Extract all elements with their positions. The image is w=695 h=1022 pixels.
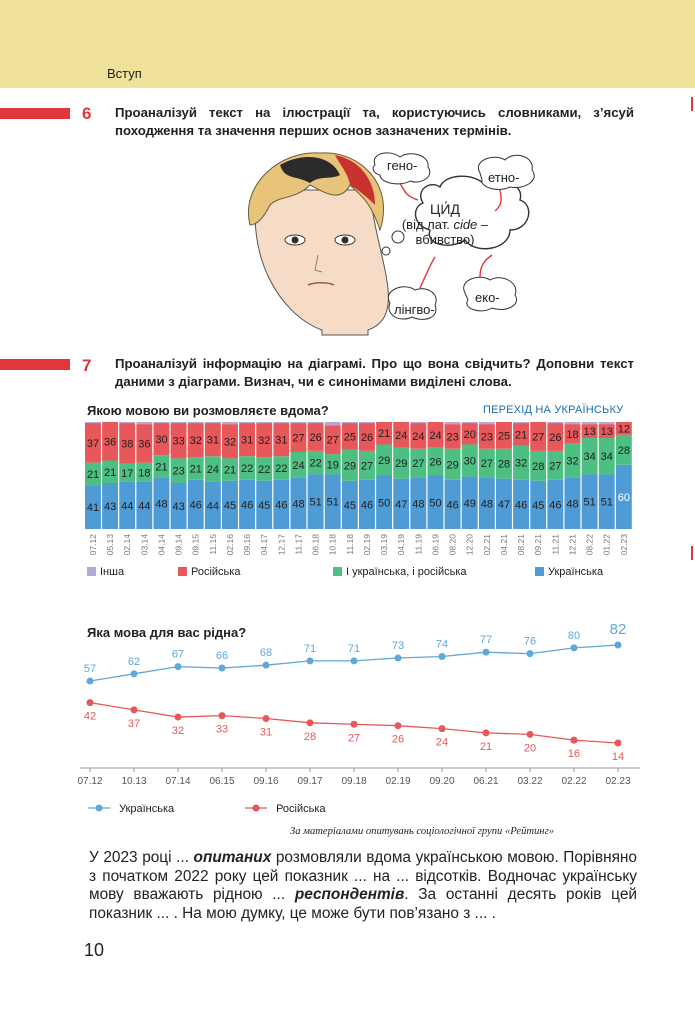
data-label-russian: 24	[435, 736, 449, 749]
point-russian	[263, 715, 270, 722]
bar-other	[154, 422, 170, 423]
point-russian	[483, 729, 490, 736]
bar-data-label: 46	[240, 499, 254, 512]
x-tick-label: 02.14	[122, 534, 133, 556]
point-ukrainian	[439, 653, 446, 660]
data-label-ukrainian: 71	[303, 642, 317, 655]
bar-data-label: 12	[617, 423, 630, 436]
legend2-marker-ukrainian	[88, 803, 112, 813]
bar-data-label: 48	[412, 498, 425, 511]
data-label-russian: 32	[171, 725, 185, 738]
bar-data-label: 28	[497, 458, 511, 471]
point-ukrainian	[527, 650, 534, 657]
chapter-header-band	[0, 0, 695, 88]
bar-data-label: 48	[292, 498, 305, 511]
x-tick-label: 09.20	[429, 776, 455, 787]
bar-data-label: 21	[189, 463, 202, 476]
bar-data-label: 25	[497, 430, 511, 443]
bar-other	[136, 422, 152, 424]
cloud-definition	[390, 202, 500, 247]
bar-other	[256, 422, 272, 423]
x-tick-label: 08.20	[447, 534, 458, 556]
x-tick-label: 02.16	[224, 534, 235, 556]
data-label-russian: 37	[127, 717, 141, 730]
bar-other	[325, 422, 341, 425]
bar-data-label: 26	[429, 456, 442, 469]
bar-data-label: 31	[240, 434, 254, 447]
legend-swatch-russian	[178, 567, 187, 576]
legend2-marker-russian	[245, 803, 269, 813]
x-tick-label: 09.14	[173, 534, 184, 556]
bar-data-label: 46	[549, 499, 562, 512]
bar-data-label: 24	[206, 464, 219, 477]
bar-data-label: 26	[549, 431, 562, 444]
point-russian	[351, 721, 358, 728]
legend-swatch-both	[333, 567, 342, 576]
data-label-ukrainian: 67	[171, 648, 185, 661]
x-tick-label: 09.18	[341, 776, 367, 787]
bar-data-label: 37	[86, 437, 100, 450]
x-tick-label: 04.21	[498, 534, 509, 556]
data-label-ukrainian: 71	[347, 642, 361, 655]
bar-data-label: 27	[480, 458, 493, 471]
bar-other	[205, 422, 221, 423]
point-ukrainian	[307, 657, 314, 664]
bar-data-label: 49	[463, 497, 476, 510]
bar-other	[291, 422, 307, 423]
bar-data-label: 50	[429, 497, 442, 510]
bar-data-label: 48	[480, 498, 493, 511]
bar-other	[410, 422, 426, 423]
bar-data-label: 23	[446, 431, 459, 444]
bar-data-label: 29	[446, 459, 459, 472]
paragraph-text: розмовляли вдома українською мовою. Порівняно з початком 2022 року цей показник ... на ... відсотків. Водночас українську мову вважають рідною ...	[89, 849, 637, 904]
x-tick-label: 09.15	[190, 534, 201, 556]
data-label-ukrainian: 66	[215, 650, 229, 663]
x-tick-label: 09.16	[253, 776, 279, 787]
task-7-text: Проаналізуй інформацію на діаграмі. Про що вона свідчить? Доповни текст даними з діаграми. Визнач, чи є синонімами виділені слова.	[115, 356, 634, 389]
bar-data-label: 38	[121, 438, 134, 451]
bar-data-label: 32	[223, 436, 237, 449]
point-russian	[439, 725, 446, 732]
bar-data-label: 29	[395, 458, 408, 471]
source-note: За матеріалами опитувань соціологічної групи «Рейтинг»	[290, 826, 554, 837]
bar-data-label: 18	[566, 428, 579, 441]
cloud-meaning: вбивство)	[415, 232, 475, 247]
x-tick-label: 01.22	[601, 534, 612, 556]
bar-data-label: 22	[258, 464, 271, 477]
bar-data-label: 24	[292, 459, 305, 472]
point-russian	[615, 740, 622, 747]
bar-data-label: 22	[275, 463, 288, 476]
bar-data-label: 51	[600, 496, 613, 509]
x-tick-label: 04.14	[156, 534, 167, 556]
data-label-russian: 20	[523, 742, 537, 755]
x-tick-label: 02.23	[618, 534, 629, 556]
bar-data-label: 46	[446, 499, 459, 512]
x-tick-label: 09.16	[242, 534, 253, 556]
x-tick-label: 07.12	[87, 534, 98, 556]
bar-other	[359, 422, 375, 423]
bar-data-label: 32	[566, 455, 579, 468]
x-tick-label: 11.17	[293, 534, 304, 555]
x-tick-label: 03.22	[517, 776, 543, 787]
bar-other	[599, 422, 615, 424]
x-tick-label: 03.19	[379, 534, 390, 556]
bar-data-label: 24	[412, 430, 425, 443]
bar-data-label: 32	[189, 435, 202, 448]
bar-data-label: 48	[566, 498, 579, 511]
x-tick-label: 09.17	[297, 776, 323, 787]
bar-data-label: 20	[463, 428, 476, 441]
paragraph-text: . За останні десять років цей показник ... . На мою думку, це може бути пов’язано з ... .	[89, 886, 637, 922]
task-6-marker	[0, 108, 70, 119]
chart2-title: Яка мова для вас рідна?	[87, 625, 247, 640]
bar-other	[188, 422, 204, 423]
data-label-russian: 21	[479, 740, 493, 753]
point-ukrainian	[395, 654, 402, 661]
point-russian	[527, 731, 534, 738]
bar-data-label: 45	[258, 499, 271, 512]
bar-data-label: 32	[514, 457, 528, 470]
bar-data-label: 21	[155, 461, 168, 474]
bar-data-label: 34	[600, 451, 613, 464]
x-tick-label: 12.21	[567, 534, 578, 556]
bar-other	[582, 422, 598, 424]
bar-data-label: 46	[514, 499, 528, 512]
bar-data-label: 43	[172, 500, 185, 513]
data-label-ukrainian: 68	[259, 647, 273, 660]
bar-data-label: 27	[292, 432, 305, 445]
bar-data-label: 51	[309, 496, 322, 509]
bar-data-label: 26	[360, 431, 374, 444]
bar-data-label: 43	[103, 500, 117, 513]
task-6-text: Проаналізуй текст на ілюстрації та, користуючись словниками, з’ясуй походження та значення перших основ зазначених термінів.	[115, 105, 634, 138]
x-tick-label: 06.21	[473, 776, 499, 787]
bar-data-label: 41	[86, 502, 100, 515]
point-ukrainian	[131, 670, 138, 677]
legend-item-russian: Російська	[178, 566, 240, 578]
bar-data-label: 60	[617, 491, 630, 504]
x-tick-label: 04.19	[396, 534, 407, 556]
bar-data-label: 31	[206, 434, 219, 447]
bar-data-label: 48	[155, 498, 168, 511]
chart1-title: Якою мовою ви розмовляєте вдома?	[87, 403, 329, 418]
margin-marker	[691, 97, 693, 111]
bar-data-label: 28	[617, 444, 630, 457]
x-tick-label: 07.12	[77, 776, 103, 787]
x-tick-label: 11.18	[344, 534, 355, 555]
bar-other	[479, 422, 495, 424]
bar-data-label: 44	[206, 500, 219, 513]
legend-swatch-other	[87, 567, 96, 576]
bar-data-label: 28	[532, 460, 545, 473]
bar-data-label: 21	[514, 429, 528, 442]
point-ukrainian	[571, 644, 578, 651]
face-illustration	[248, 153, 388, 335]
bar-data-label: 51	[326, 496, 339, 509]
data-label-ukrainian: 82	[609, 621, 627, 638]
prefix-etno: етно-	[488, 170, 520, 185]
bar-data-label: 13	[600, 426, 613, 439]
x-tick-label: 11.19	[413, 534, 424, 555]
point-ukrainian	[483, 649, 490, 656]
bar-data-label: 23	[480, 431, 493, 444]
bar-data-label: 31	[275, 434, 288, 447]
bar-data-label: 30	[463, 455, 476, 468]
line-chart	[77, 615, 645, 790]
x-tick-label: 02.21	[481, 534, 492, 556]
bar-data-label: 27	[532, 431, 545, 444]
point-russian	[219, 712, 226, 719]
point-russian	[571, 737, 578, 744]
task-7-marker	[0, 359, 70, 370]
bar-data-label: 47	[395, 498, 408, 511]
x-tick-label: 09.21	[533, 534, 544, 556]
x-tick-label: 12.17	[276, 534, 287, 556]
data-label-russian: 42	[83, 710, 97, 723]
data-label-russian: 33	[215, 723, 229, 736]
prefix-lingvo: лінгво-	[394, 302, 435, 317]
x-tick-label: 07.14	[165, 776, 191, 787]
point-ukrainian	[263, 662, 270, 669]
x-tick-label: 06.19	[430, 534, 441, 556]
point-ukrainian	[175, 663, 182, 670]
x-tick-label: 06.15	[209, 776, 235, 787]
bar-data-label: 32	[258, 435, 271, 448]
bar-data-label: 21	[86, 468, 100, 481]
bar-other	[565, 422, 581, 424]
bar-other	[547, 422, 563, 423]
point-ukrainian	[219, 665, 226, 672]
highlighted-term: респондентів	[294, 886, 405, 904]
x-tick-label: 02.19	[385, 776, 411, 787]
bar-data-label: 21	[377, 428, 391, 441]
chart1-subtitle: ПЕРЕХІД НА УКРАЇНСЬКУ	[483, 404, 624, 416]
point-ukrainian	[615, 642, 622, 649]
task-6-number: 6	[82, 104, 92, 123]
x-tick-label: 08.21	[516, 534, 527, 556]
bar-data-label: 26	[309, 431, 322, 444]
x-tick-label: 03.14	[139, 534, 150, 556]
bar-data-label: 25	[343, 431, 356, 444]
bar-data-label: 45	[532, 499, 545, 512]
bar-data-label: 24	[429, 429, 442, 442]
bar-data-label: 36	[103, 436, 117, 449]
bar-data-label: 27	[549, 460, 562, 473]
data-label-russian: 28	[303, 730, 317, 743]
bar-data-label: 13	[583, 426, 596, 439]
prefix-geno: гено-	[387, 158, 418, 173]
bar-data-label: 47	[497, 498, 511, 511]
x-tick-label: 08.22	[584, 534, 595, 556]
data-label-russian: 16	[567, 748, 581, 761]
fill-in-paragraph	[89, 849, 637, 923]
bar-other	[119, 422, 135, 423]
x-tick-label: 12.20	[464, 534, 475, 556]
bar-data-label: 22	[240, 463, 254, 476]
data-label-ukrainian: 62	[127, 655, 141, 668]
data-label-ukrainian: 73	[391, 639, 405, 652]
bar-data-label: 30	[155, 434, 168, 447]
data-label-ukrainian: 77	[479, 634, 493, 647]
data-label-russian: 31	[259, 726, 273, 739]
bar-data-label: 29	[377, 454, 391, 467]
bar-other	[222, 422, 238, 424]
x-tick-label: 02.19	[361, 534, 372, 556]
point-russian	[175, 714, 182, 721]
page-number: 10	[84, 940, 105, 960]
bar-data-label: 51	[583, 496, 596, 509]
bar-other	[171, 422, 187, 423]
bar-data-label: 44	[121, 500, 134, 513]
bar-other	[308, 422, 324, 423]
data-label-ukrainian: 80	[567, 629, 581, 642]
bar-data-label: 27	[360, 460, 374, 473]
x-tick-label: 11.21	[550, 534, 561, 555]
legend-item-other: Інша	[87, 566, 124, 578]
bar-data-label: 36	[138, 438, 151, 451]
margin-marker	[691, 546, 693, 560]
data-label-russian: 27	[347, 732, 361, 745]
chapter-title: Вступ	[107, 66, 142, 81]
bar-data-label: 27	[326, 434, 339, 447]
bar-data-label: 22	[309, 457, 322, 470]
bar-data-label: 17	[121, 467, 134, 480]
x-tick-label: 04.17	[259, 534, 270, 556]
bar-data-label: 27	[412, 458, 425, 471]
cloud-word: ЦИ́Д	[430, 201, 460, 217]
paragraph-text: У 2023 році ...	[89, 849, 194, 866]
data-label-ukrainian: 57	[83, 663, 97, 676]
bar-other	[342, 422, 358, 423]
bar-data-label: 46	[360, 499, 374, 512]
bar-data-label: 46	[275, 499, 288, 512]
x-tick-label: 02.22	[561, 776, 587, 787]
x-tick-label: 05.13	[105, 534, 116, 556]
x-tick-label: 10.13	[121, 776, 147, 787]
bar-data-label: 19	[326, 459, 339, 472]
bar-other	[445, 422, 461, 424]
legend2-item-ukrainian: Українська	[88, 803, 174, 815]
bar-data-label: 21	[103, 466, 117, 479]
prefix-eko: еко-	[475, 290, 500, 305]
bar-data-label: 46	[189, 499, 202, 512]
bar-data-label: 44	[138, 500, 151, 513]
bar-other	[513, 422, 529, 423]
bar-other	[85, 422, 101, 423]
data-label-russian: 14	[611, 751, 625, 763]
bar-data-label: 33	[172, 435, 185, 448]
bar-data-label: 45	[223, 499, 237, 512]
x-tick-label: 02.23	[605, 776, 631, 787]
data-label-russian: 26	[391, 733, 405, 746]
data-label-ukrainian: 76	[523, 635, 537, 648]
cloud-note: (від лат. cide –	[401, 217, 489, 232]
point-russian	[87, 699, 94, 706]
legend-item-both: І українська, і російська	[333, 566, 467, 578]
point-ukrainian	[351, 657, 358, 664]
bar-data-label: 50	[377, 497, 391, 510]
x-tick-label: 06.18	[310, 534, 321, 556]
bar-other	[462, 422, 478, 423]
bar-data-label: 21	[223, 464, 237, 477]
legend-swatch-ukrainian	[535, 567, 544, 576]
bar-data-label: 24	[395, 429, 408, 442]
bar-other	[239, 422, 255, 423]
legend2-item-russian: Російська	[245, 803, 326, 815]
bar-data-label: 45	[343, 499, 356, 512]
bar-other	[273, 422, 289, 423]
point-russian	[131, 706, 138, 713]
bar-data-label: 18	[138, 467, 151, 480]
bar-data-label: 34	[583, 451, 596, 464]
x-tick-label: 11.15	[207, 534, 218, 555]
highlighted-term: опитаних	[193, 849, 272, 866]
x-tick-label: 10.18	[327, 534, 338, 556]
stacked-bar-chart	[80, 420, 640, 570]
legend-item-ukrainian: Українська	[535, 566, 603, 578]
task-7-number: 7	[82, 356, 92, 375]
point-ukrainian	[87, 678, 94, 685]
point-russian	[307, 719, 314, 726]
data-label-ukrainian: 74	[435, 638, 449, 651]
bar-data-label: 29	[343, 460, 356, 473]
bar-data-label: 23	[172, 465, 185, 478]
point-russian	[395, 722, 402, 729]
